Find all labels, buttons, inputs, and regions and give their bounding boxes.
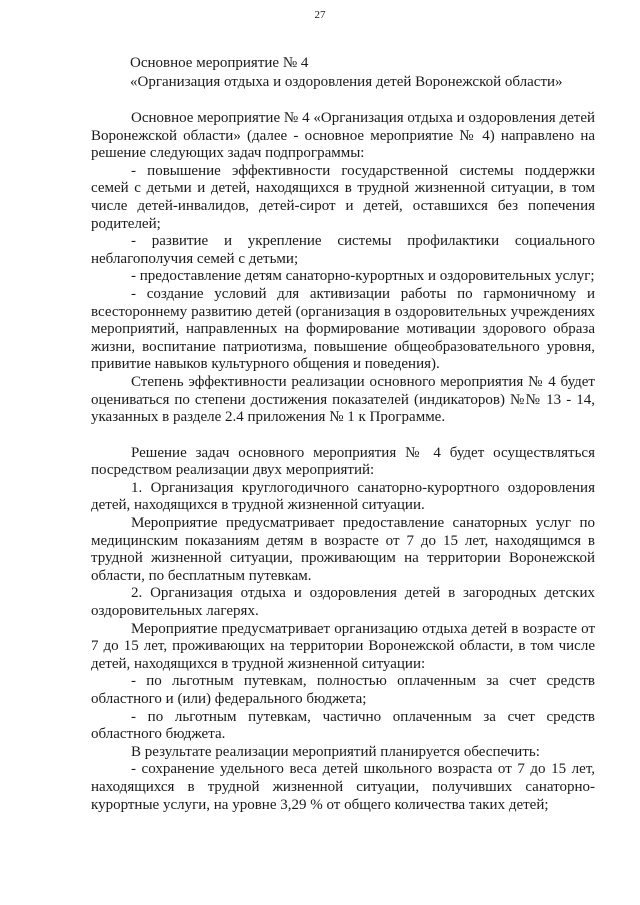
- section-heading: [130, 54, 590, 92]
- paragraph: - повышение эффективности государственной системы поддержки семей с детьми и детей, находящихся в трудной жизненной ситуации, в том числе детей-инвалидов, детей-сирот и детей, оставшихся без попечения родителей;: [91, 162, 595, 232]
- paragraph: 2. Организация отдыха и оздоровления детей в загородных детских оздоровительных лагерях.: [91, 585, 595, 620]
- document-body: [91, 110, 595, 814]
- paragraph: - предоставление детям санаторно-курортных и оздоровительных услуг;: [131, 268, 595, 285]
- paragraph: - создание условий для активизации работы по гармоничному и всестороннему развитию детей (организация в оздоровительных учреждениях мероприятий, направленных на формирование мотивации здорового образа жизни, воспитание патриотизма, повышение общеобразовательного уровня, привитие навыков культурного общения и поведения).: [91, 285, 595, 373]
- page-number: 27: [314, 9, 326, 21]
- paragraph: - по льготным путевкам, частично оплаченным за счет средств областного бюджета.: [91, 708, 595, 743]
- paragraph: В результате реализации мероприятий планируется обеспечить:: [131, 743, 540, 760]
- paragraph: Основное мероприятие № 4 «Организация отдыха и оздоровления детей Воронежской области» (далее - основное мероприятие № 4) направлено на решение следующих задач подпрограммы:: [91, 110, 595, 162]
- paragraph: - сохранение удельного веса детей школьного возраста от 7 до 15 лет, находящихся в трудной жизненной ситуации, получивших санаторно-курортные услуги, на уровне 3,29 % от общего количества таких детей;: [91, 761, 595, 813]
- paragraph: - развитие и укрепление системы профилактики социального неблагополучия семей с детьми;: [91, 233, 595, 267]
- paragraph: - по льготным путевкам, полностью оплаченным за счет средств областного и (или) федерального бюджета;: [91, 673, 595, 707]
- paragraph: 1. Организация круглогодичного санаторно-курортного оздоровления детей, находящихся в трудной жизненной ситуации.: [91, 479, 595, 514]
- heading-line-1: Основное мероприятие № 4: [130, 55, 309, 71]
- paragraph: Мероприятие предусматривает организацию отдыха детей в возрасте от 7 до 15 лет, проживающих на территории Воронежской области, в том числе детей, находящихся в трудной жизненной ситуации:: [91, 620, 595, 672]
- paragraph: Степень эффективности реализации основного мероприятия № 4 будет оцениваться по степени достижения показателей (индикаторов) №№ 13 - 14, указанных в разделе 2.4 приложения № 1 к Программе.: [91, 373, 595, 426]
- paragraph: Мероприятие предусматривает предоставление санаторных услуг по медицинским показаниям детям в возрасте от 7 до 15 лет, находящимся в трудной жизненной ситуации, проживающим на территории Воронежской области, по бесплатным путевкам.: [91, 515, 595, 584]
- heading-line-2: «Организация отдыха и оздоровления детей Воронежской области»: [130, 74, 563, 90]
- paragraph: Решение задач основного мероприятия № 4 будет осуществляться посредством реализации двух мероприятий:: [91, 444, 595, 479]
